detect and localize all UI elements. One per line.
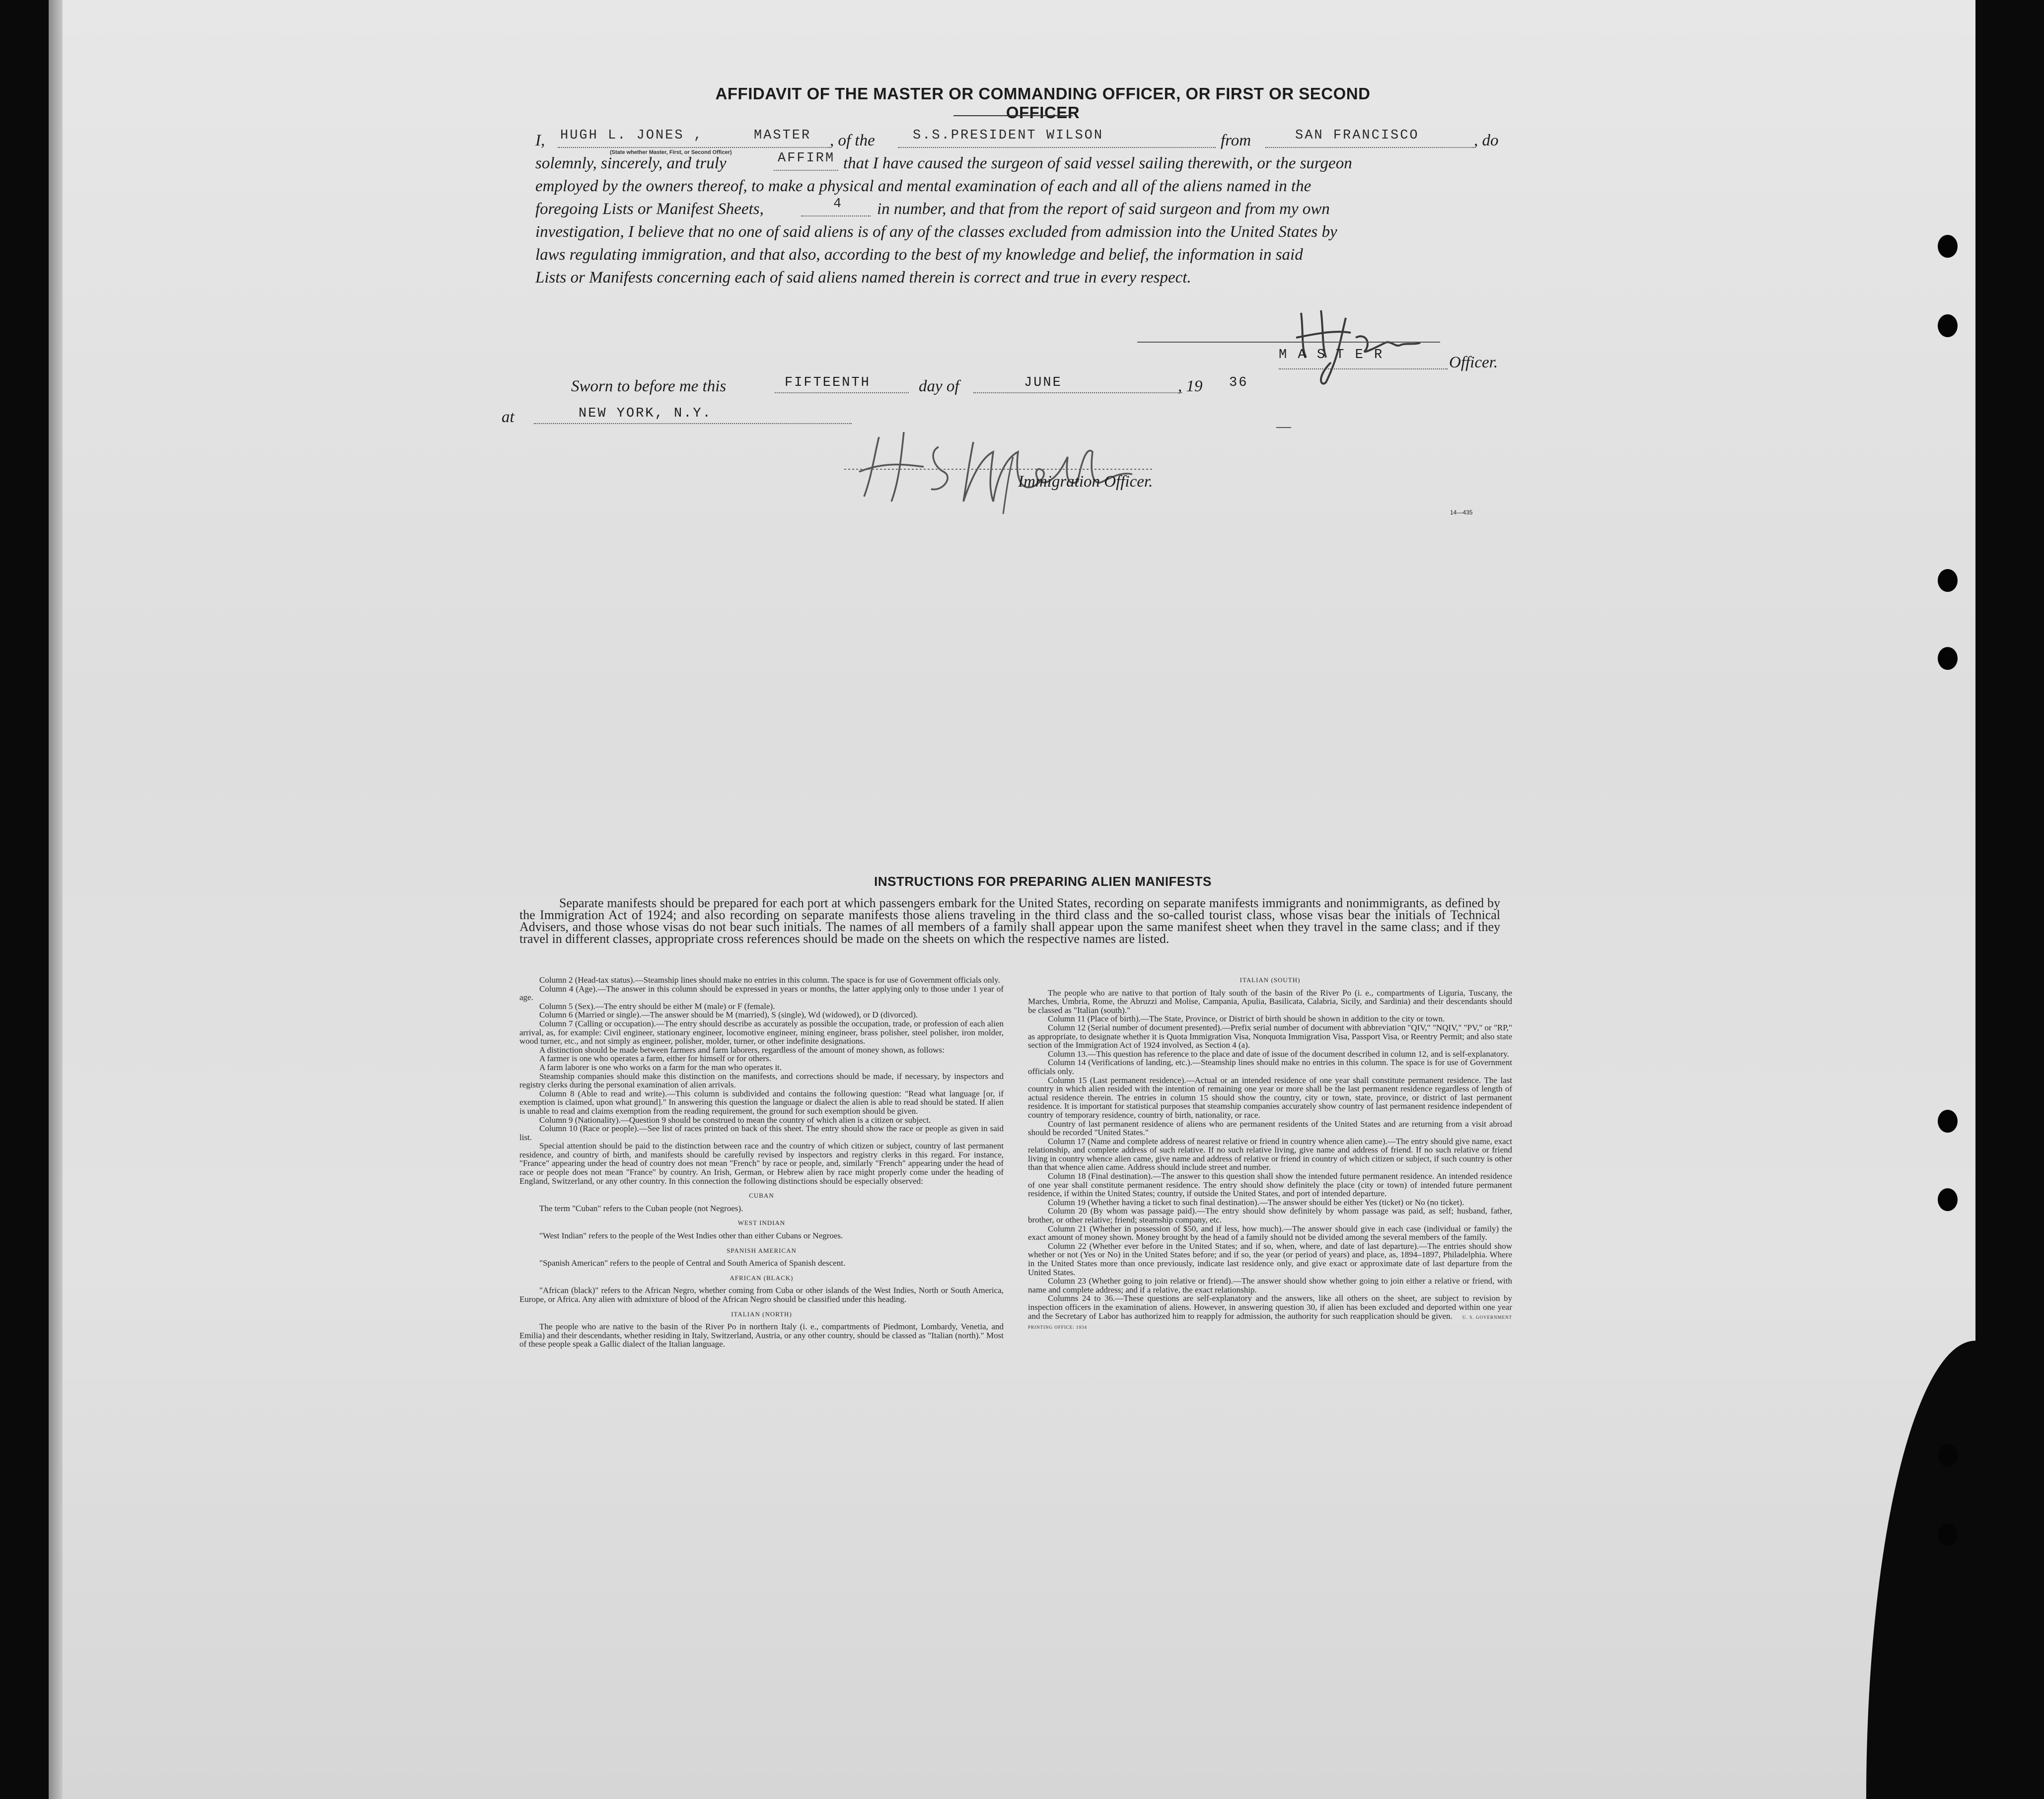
officer-name-field: HUGH L. JONES , xyxy=(560,128,704,143)
heading-italian-south: ITALIAN (SOUTH) xyxy=(1240,976,1301,984)
page-corner-curl xyxy=(1866,1341,1975,1799)
page-edge-shadow xyxy=(49,0,63,1799)
form-number: 14—435 xyxy=(1450,509,1473,516)
sworn-month-field: JUNE xyxy=(1024,375,1062,390)
punch-hole xyxy=(1938,235,1958,258)
officer-rank-signature: M A S T E R xyxy=(1279,348,1384,362)
col11-instruction: Column 11 (Place of birth).—The State, Province, or District of birth should be shown in addition to the city or town. xyxy=(1048,1014,1445,1024)
officer-label: Officer. xyxy=(1449,354,1498,371)
heading-cuban: CUBAN xyxy=(749,1192,774,1200)
text-in-number: in number, and that from the report of said surgeon and from my own xyxy=(877,200,1330,218)
affidavit-line-2 xyxy=(535,152,1511,175)
instructions-intro: Separate manifests should be prepared for each port at which passengers embark for the United States, recording on separate manifests immigrants and nonimmigrants, as defined by the Immigration Act of 1924; and also recording on separate manifests those aliens traveling in the third class and the so-called tourist class, whose visas bear the initials of Technical Advisers, and those whose visas do not bear such initials. The names of all members of a family shall appear upon the same manifest sheet when they travel in the same class; and if they travel in different classes, appropriate cross references should be made on the sheets on which the respective names are listed. xyxy=(519,896,1500,946)
departure-port-field: SAN FRANCISCO xyxy=(1295,128,1419,143)
place-blank xyxy=(534,423,852,424)
affidavit-line-4 xyxy=(535,198,1511,220)
heading-african: AFRICAN (BLACK) xyxy=(730,1274,794,1282)
race-country-note: Special attention should be paid to the distinction between race and the country of which citizen or subject, country of last permanent residence, and country of birth, and manifests should be carefully revised by inspectors and registry clerks in this regard. For instance, "France" appearing under the head of country does not mean "French" by race or people, and, similarly "French" appearing under the head of race or people does not mean "France" by country. An Irish, German, or Hebrew alien by race might properly come under the heading of England, Switzerland, or any other country. In this connection the following distinctions should be especially observed: xyxy=(519,1141,1004,1186)
spanish-american-definition: "Spanish American" refers to the people of Central and South America of Spanish descent. xyxy=(539,1258,846,1268)
affidavit-line-3 xyxy=(535,175,1511,198)
text-at: at xyxy=(502,408,514,426)
col4-instruction: Column 4 (Age).—The answer in this column should be expressed in years or months, the latter applying only to those under 1 year of age. xyxy=(519,984,1004,1003)
col15-instruction: Column 15 (Last permanent residence).—Actual or an intended residence of one year shall constitute permanent residence. The last country in which alien resided with the intention of remaining one year or more shall be the last permanent residence regardless of length of actual residence therein. The entries in column 15 should show the country, city or town, state, province, or district of last permanent residence. It is important for statistical purposes that steamship companies accurately show country of last permanent residence independent of country of temporary residence, country of birth, nationality, or race. xyxy=(1028,1075,1512,1120)
farmer-definition: A farmer is one who operates a farm, either for himself or for others. xyxy=(539,1054,771,1064)
punch-hole xyxy=(1938,569,1958,592)
text-do: , do xyxy=(1474,132,1499,149)
punch-hole xyxy=(1938,314,1958,337)
punch-hole xyxy=(1938,647,1958,670)
text-of-the: , of the xyxy=(830,132,875,149)
punch-hole xyxy=(1938,1188,1958,1211)
text-surgeon: that I have caused the surgeon of said vessel sailing therewith, or the surgeon xyxy=(843,154,1352,172)
col14-instruction: Column 14 (Verifications of landing, etc.).—Steamship lines should make no entries in this column. The space is for use of Government officials only. xyxy=(1028,1058,1512,1076)
instructions-right-column xyxy=(1028,976,1512,1332)
cols24-36-instruction xyxy=(1028,1294,1512,1332)
month-blank xyxy=(973,392,1182,393)
african-definition: "African (black)" refers to the African Negro, whether coming from Cuba or other islands of the West Indies, North or South America, Europe, or Africa. Any alien with admixture of blood of the African Negro should be classified under this heading. xyxy=(519,1286,1004,1304)
sheet-count-field: 4 xyxy=(833,197,843,212)
farmer-distinction: A distinction should be made between farmers and farm laborers, regardless of the amount of money shown, as follows: xyxy=(539,1045,945,1055)
affidavit-title: AFFIDAVIT OF THE MASTER OR COMMANDING OFFICER, OR FIRST OR SECOND OFFICER xyxy=(715,84,1371,122)
signature-line xyxy=(1137,342,1440,343)
col22-instruction: Column 22 (Whether ever before in the United States; and if so, when, where, and date of last departure).—The entries should show whether or not (Yes or No) in the United States before; and if so, the year (or period of years) and place, as, 1894–1897, Philadelphia. Where in the United States more than once previously, indicate last residence only, and give exact or approximate date of last departure from the United States. xyxy=(1028,1241,1512,1277)
sworn-line xyxy=(571,377,726,396)
cuban-definition: The term "Cuban" refers to the Cuban people (not Negroes). xyxy=(539,1203,743,1213)
vessel-blank xyxy=(898,147,1216,148)
heading-spanish-american: SPANISH AMERICAN xyxy=(727,1246,797,1254)
text-foregoing: foregoing Lists or Manifest Sheets, xyxy=(535,200,764,218)
instructions-left-column xyxy=(519,976,1004,1349)
col9-instruction: Column 9 (Nationality).—Question 9 should be construed to mean the country of which alien is a citizen or subject. xyxy=(539,1115,931,1125)
rank-blank xyxy=(1279,368,1448,369)
day-blank xyxy=(775,392,909,393)
officer-rank-field: MASTER xyxy=(754,128,811,143)
text-day-of: day of xyxy=(919,377,959,395)
col8-instruction: Column 8 (Able to read and write).—This column is subdivided and contains the following question: "Read what language [or, if exemption is claimed, upon what ground]." In answering this question the language or dialect the alien is able to read should be stated. If alien is unable to read and claims exemption from the reading requirement, the ground for such exemption should be given. xyxy=(519,1088,1004,1116)
vessel-name-field: S.S.PRESIDENT WILSON xyxy=(913,128,1104,143)
affirm-blank xyxy=(774,170,838,171)
text-lists: Lists or Manifests concerning each of said aliens named therein is correct and true in every respect. xyxy=(535,269,1191,287)
col23-instruction: Column 23 (Whether going to join relative or friend).—The answer should show whether going to join either a relative or friend, with name and complete address; and if a relative, the exact relationship. xyxy=(1028,1276,1512,1295)
state-whether-note: (State whether Master, First, or Second Officer) xyxy=(610,149,732,155)
col19-instruction: Column 19 (Whether having a ticket to such final destination).—The answer should be either Yes (ticket) or No (no ticket). xyxy=(1048,1197,1464,1207)
port-blank xyxy=(1265,147,1474,148)
affidavit-line-7 xyxy=(535,266,1511,289)
sworn-day-field: FIFTEENTH xyxy=(785,375,871,390)
col6-instruction: Column 6 (Married or single).—The answer should be M (married), S (single), Wd (widowed), or D (divorced). xyxy=(539,1010,918,1020)
italian-north-definition: The people who are native to the basin of the River Po in northern Italy (i. e., compartments of Piedmont, Lombardy, Venetia, and Emilia) and their descendants, whether residing in Italy, Switzerland, Austria, or any other country, should be classed as "Italian (north)." Most of these people speak a Gallic dialect of the Italian language. xyxy=(519,1322,1004,1349)
west-indian-definition: "West Indian" refers to the people of the West Indies other than either Cubans or Negroes. xyxy=(539,1231,843,1241)
affirm-field: AFFIRM xyxy=(778,151,835,166)
affidavit-line-1 xyxy=(535,128,1511,155)
master-signature xyxy=(1291,303,1430,387)
col2-instruction: Column 2 (Head-tax status).—Steamship lines should make no entries in this column. The space is for use of Government officials only. xyxy=(539,975,1000,985)
col21-instruction: Column 21 (Whether in possession of $50, and if less, how much).—The answer should give in each case (individual or family) the exact amount of money shown. Money brought by the head of a family should not be divided among the several members of the family. xyxy=(1028,1223,1512,1242)
col18-instruction: Column 18 (Final destination).—The answer to this question shall show the intended future permanent residence. An intended residence of one year shall constitute permanent residence. The entry should show definitely the place (city or town) of intended future permanent residence, if within the United States; country, if outside the United States, and port of intended departure. xyxy=(1028,1171,1512,1199)
steamship-distinction: Steamship companies should make this distinction on the manifests, and corrections should be made, if necessary, by inspectors and registry clerks during the personal examination of alien arrivals. xyxy=(519,1071,1004,1090)
text-laws: laws regulating immigration, and that also, according to the best of my knowledge and belief, the information in said xyxy=(535,246,1303,264)
text-investigation: investigation, I believe that no one of said aliens is of any of the classes excluded from admission into the United States by xyxy=(535,223,1337,241)
col10-instruction: Column 10 (Race or people).—See list of races printed on back of this sheet. The entry should show the race or people as given in said list. xyxy=(519,1124,1004,1142)
heading-italian-north: ITALIAN (NORTH) xyxy=(731,1310,792,1318)
punch-hole xyxy=(1938,1110,1958,1133)
farm-laborer-definition: A farm laborer is one who works on a farm for the man who operates it. xyxy=(539,1062,782,1072)
text-i: I, xyxy=(535,132,545,149)
us-residence-note: Country of last permanent residence of aliens who are permanent residents of the United States and are returning from a visit abroad should be recorded "United States." xyxy=(1028,1119,1512,1138)
text-sworn: Sworn to before me this xyxy=(571,377,727,395)
immigration-officer-signature xyxy=(844,427,1167,516)
cols24-36-text: Columns 24 to 36.—These questions are self-explanatory and the answers, like all others on the sheet, are subject to revision by inspection officers in the examination of aliens. However, in answering question 30, if alien has been excluded and deported within one year and the Secretary of Labor has authorized him to reapply for admission, the authority for such reapplication should be given. xyxy=(1028,1294,1512,1321)
punch-hole xyxy=(1938,1523,1958,1546)
col12-instruction: Column 12 (Serial number of document presented).—Prefix serial number of document with abbreviation "QIV," "NQIV," "PV," or "RP," as appropriate, to designate whether it is Quota Immigration Visa, Nonquota Immigration Visa, Passport Visa, or Reentry Permit; and also state section of the Immigration Act of 1924 involved, as Section 4 (a). xyxy=(1028,1022,1512,1050)
affidavit-body xyxy=(535,129,1511,289)
immigration-officer-label: Immigration Officer. xyxy=(1018,473,1153,491)
title-rule xyxy=(953,115,1073,116)
sworn-year-field: 36 xyxy=(1229,375,1248,390)
printer-imprint: U. S. GOVERNMENT PRINTING OFFICE: 1934 xyxy=(1028,1314,1512,1330)
dash-mark xyxy=(1276,427,1291,428)
punch-hole xyxy=(1938,1444,1958,1467)
col17-instruction: Column 17 (Name and complete address of nearest relative or friend in country whence alien came).—The entry should give name, exact relationship, and complete address of such relative. If no such relative living, give name and address of friend. If no such relative or friend living in country whence alien came, give name and address of relative or friend in country of which citizen or subject, if such country is other than that whence alien came. Address should include street and number. xyxy=(1028,1136,1512,1172)
col13-instruction: Column 13.—This question has reference to the place and date of issue of the document described in column 12, and is self-explanatory. xyxy=(1048,1049,1509,1059)
text-from: from xyxy=(1221,132,1251,149)
col5-instruction: Column 5 (Sex).—The entry should be either M (male) or F (female). xyxy=(539,1001,775,1011)
instructions-title: INSTRUCTIONS FOR PREPARING ALIEN MANIFESTS xyxy=(874,874,1212,889)
sworn-place-field: NEW YORK, N.Y. xyxy=(579,406,712,421)
col7-instruction: Column 7 (Calling or occupation).—The entry should describe as accurately as possible the occupation, trade, or profession of each alien arrival, as, for example: Civil engineer, stationary engineer, locomotive engineer, mining engineer, brass polisher, steel polisher, iron molder, wood turner, etc., and not simply as engineer, polisher, molder, turner, or other indefinite designations. xyxy=(519,1018,1004,1046)
affidavit-line-5 xyxy=(535,220,1511,243)
col20-instruction: Column 20 (By whom was passage paid).—The entry should show definitely by whom passage was paid, as self; husband, father, brother, or other relative; friend; steamship company, etc. xyxy=(1028,1206,1512,1225)
text-solemnly: solemnly, sincerely, and truly xyxy=(535,154,727,172)
text-employed: employed by the owners thereof, to make a physical and mental examination of each and all of the aliens named in the xyxy=(535,177,1312,195)
heading-west-indian: WEST INDIAN xyxy=(737,1219,786,1227)
text-19: , 19 xyxy=(1178,377,1203,395)
italian-south-definition: The people who are native to that portion of Italy south of the basin of the River Po (i. e., compartments of Liguria, Tuscany, the Marches, Umbria, Rome, the Abruzzi and Molise, Campania, Apulia, Basilicata, Calabria, Sicily, and Sardinia) and their descendants should be classed as "Italian (south)." xyxy=(1028,988,1512,1015)
affidavit-line-6 xyxy=(535,243,1511,266)
